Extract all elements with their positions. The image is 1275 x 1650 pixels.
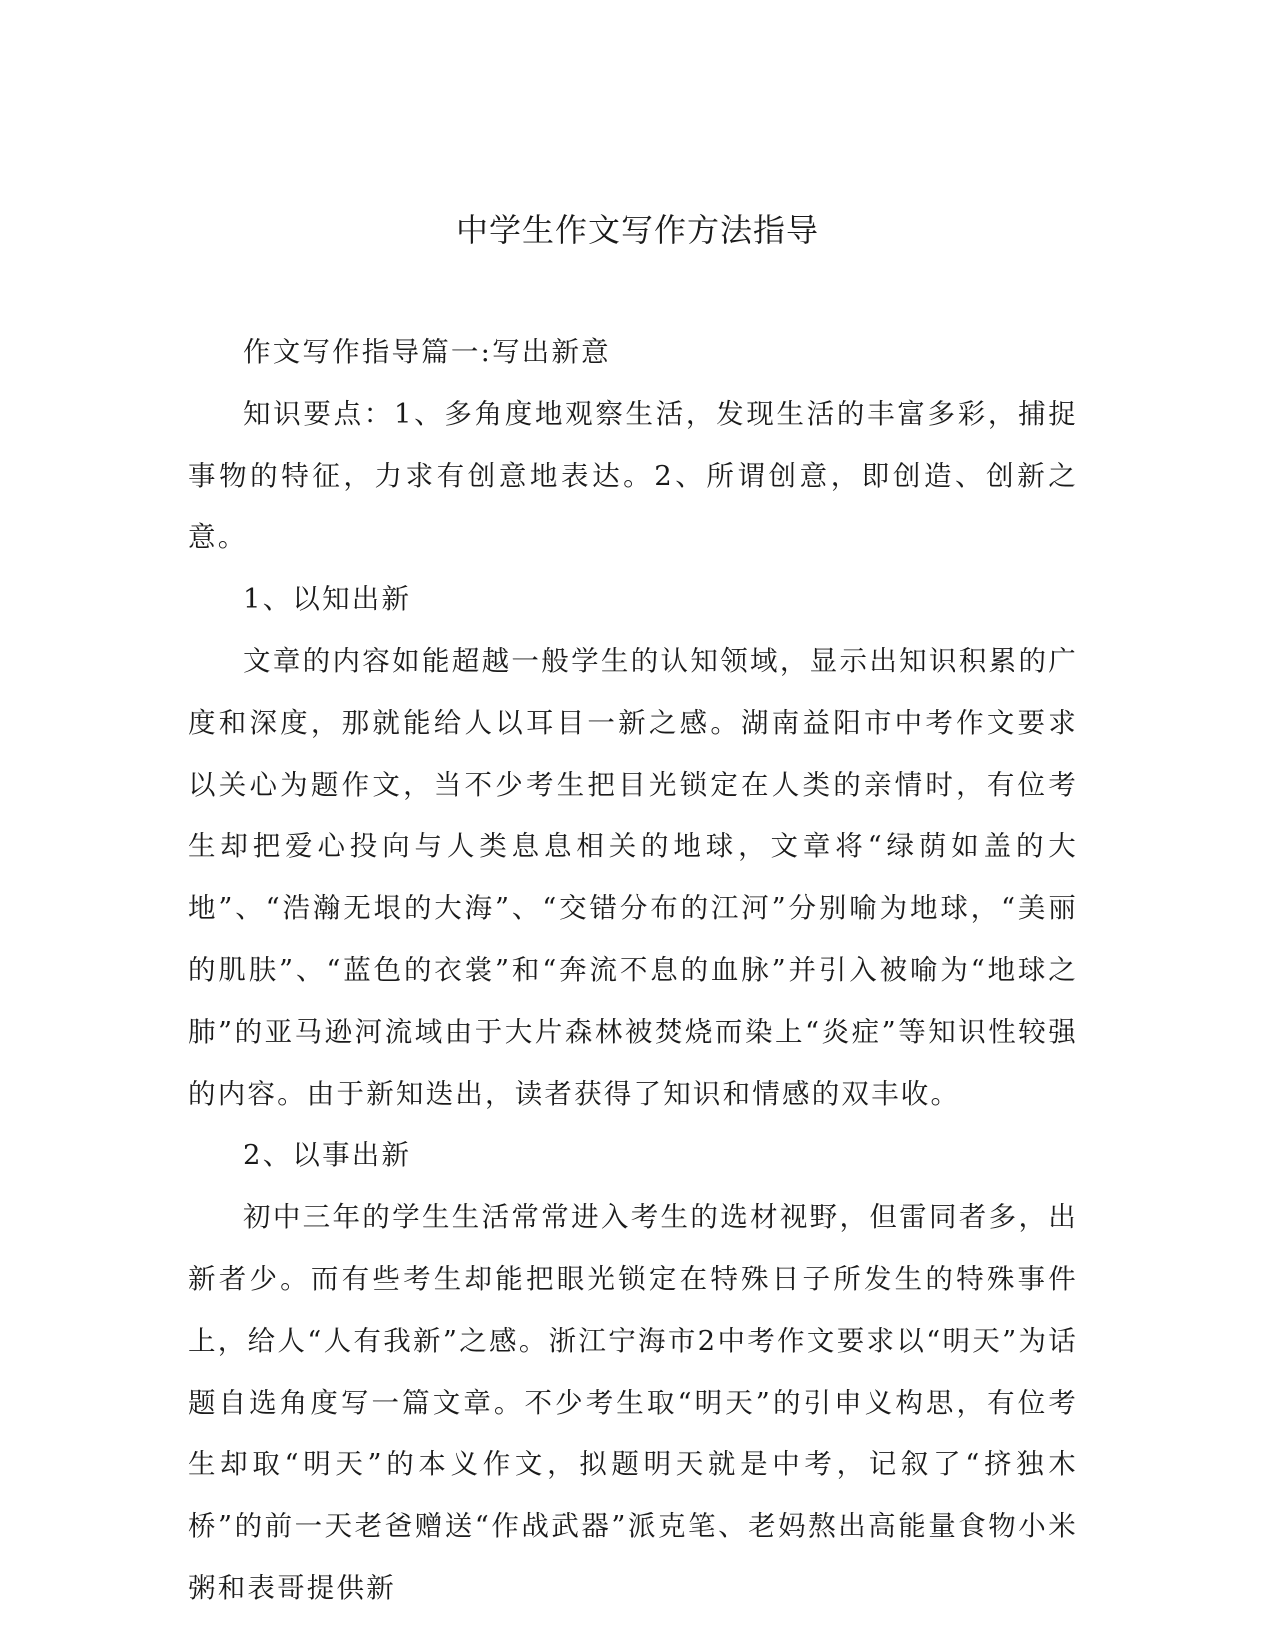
paragraph: 文章的内容如能超越一般学生的认知领域，显示出知识积累的广度和深度，那就能给人以耳目一新之感。湖南益阳市中考作文要求以关心为题作文，当不少考生把目光锁定在人类的亲情时，有位考生却把爱心投向与人类息息相关的地球，文章将“绿荫如盖的大地”、“浩瀚无垠的大海”、“交错分布的江河”分别喻为地球，“美丽的肌肤”、“蓝色的衣裳”和“奔流不息的血脉”并引入被喻为“地球之肺”的亚马逊河流域由于大片森林被焚烧而染上“炎症”等知识性较强的内容。由于新知迭出，读者获得了知识和情感的双丰收。 [188,644,1079,1110]
document-title: 中学生作文写作方法指导 [455,211,819,249]
paragraph: 知识要点：1、多角度地观察生活，发现生活的丰富多彩，捕捉事物的特征，力求有创意地表达。2、所谓创意，即创造、创新之意。 [188,397,1078,554]
subsection-heading: 1、以知出新 [243,583,412,616]
document-body [188,322,1078,1620]
subsection-heading: 2、以事出新 [243,1139,412,1172]
section-heading: 作文写作指导篇一:写出新意 [243,336,611,368]
paragraph: 初中三年的学生生活常常进入考生的选材视野，但雷同者多，出新者少。而有些考生却能把眼光锁定在特殊日子所发生的特殊事件上，给人“人有我新”之感。浙江宁海市2中考作文要求以“明天”为话题自选角度写一篇文章。不少考生取“明天”的引申义构思，有位考生却取“明天”的本义作文，拟题明天就是中考，记叙了“挤独木桥”的前一天老爸赠送“作战武器”派克笔、老妈熬出高能量食物小米粥和表哥提供新 [188,1201,1078,1604]
